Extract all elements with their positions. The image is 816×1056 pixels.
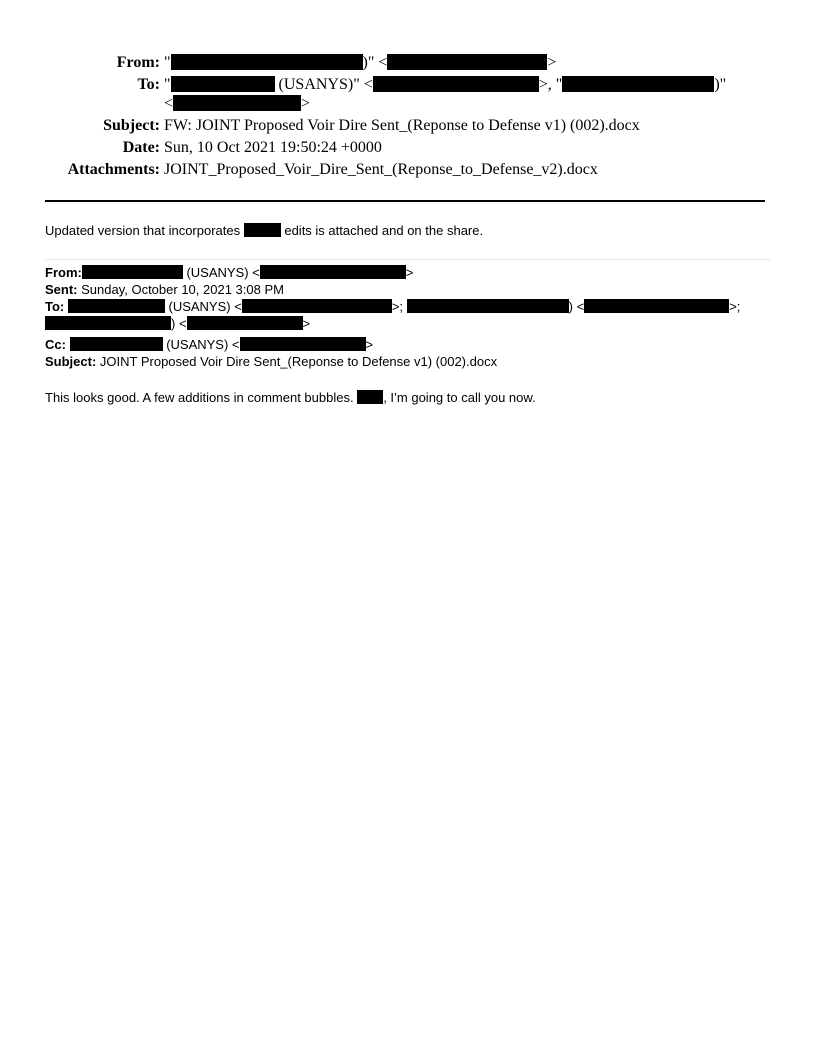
forwarded-subject-value: JOINT Proposed Voir Dire Sent_(Reponse to Defense v1) (002).docx [96,354,498,369]
forwarded-body-text: This looks good. A few additions in comment bubbles. , I’m going to call you now. [45,390,536,405]
forwarded-cc-row: Cc: (USANYS) < > [45,337,374,352]
redaction [68,299,165,313]
header-attachments-label: Attachments: [67,161,160,178]
forward-divider [45,259,770,260]
attachment-link[interactable]: JOINT_Proposed_Voir_Dire_Sent_(Reponse_to_Defense_v2).docx [164,161,598,178]
forwarded-sent-label: Sent: [45,282,78,297]
forwarded-from-label: From: [45,265,82,280]
header-from-value: " )" < > [164,54,557,71]
header-to-value: " (USANYS)" < >, " )" [164,76,727,93]
forwarded-to-label: To: [45,299,65,314]
redaction [45,316,171,330]
header-subject-value: FW: JOINT Proposed Voir Dire Sent_(Reponse to Defense v1) (002).docx [164,117,640,134]
redaction [70,337,163,351]
header-from-label: From: [116,54,160,71]
forwarded-from-row: From: (USANYS) < > [45,265,414,280]
forwarded-subject-label: Subject: [45,354,97,369]
redaction [373,76,539,92]
redaction [584,299,729,313]
header-subject-label: Subject: [103,117,160,134]
redaction [240,337,366,351]
redaction [407,299,569,313]
header-date-label: Date: [122,139,160,156]
redaction [82,265,183,279]
header-date-value: Sun, 10 Oct 2021 19:50:24 +0000 [164,139,382,156]
redaction [171,76,275,92]
header-divider [45,200,765,202]
redaction [387,54,547,70]
forwarded-to-row: To: (USANYS) < >; ) < >; [45,299,741,314]
redaction [244,223,281,237]
redaction [357,390,383,404]
redaction [260,265,406,279]
forwarded-cc-label: Cc: [45,337,66,352]
header-to-label: To: [137,76,160,93]
redaction [187,316,303,330]
redaction [171,54,363,70]
forwarded-sent-row [45,281,284,298]
redaction [173,95,301,111]
forwarded-subject-row [45,353,497,370]
message-text: Updated version that incorporates edits is attached and on the share. [45,223,484,238]
redaction [562,76,714,92]
forwarded-to-row-continued: ) < > [45,315,310,332]
redaction [242,299,392,313]
forwarded-sent-value: Sunday, October 10, 2021 3:08 PM [77,282,284,297]
